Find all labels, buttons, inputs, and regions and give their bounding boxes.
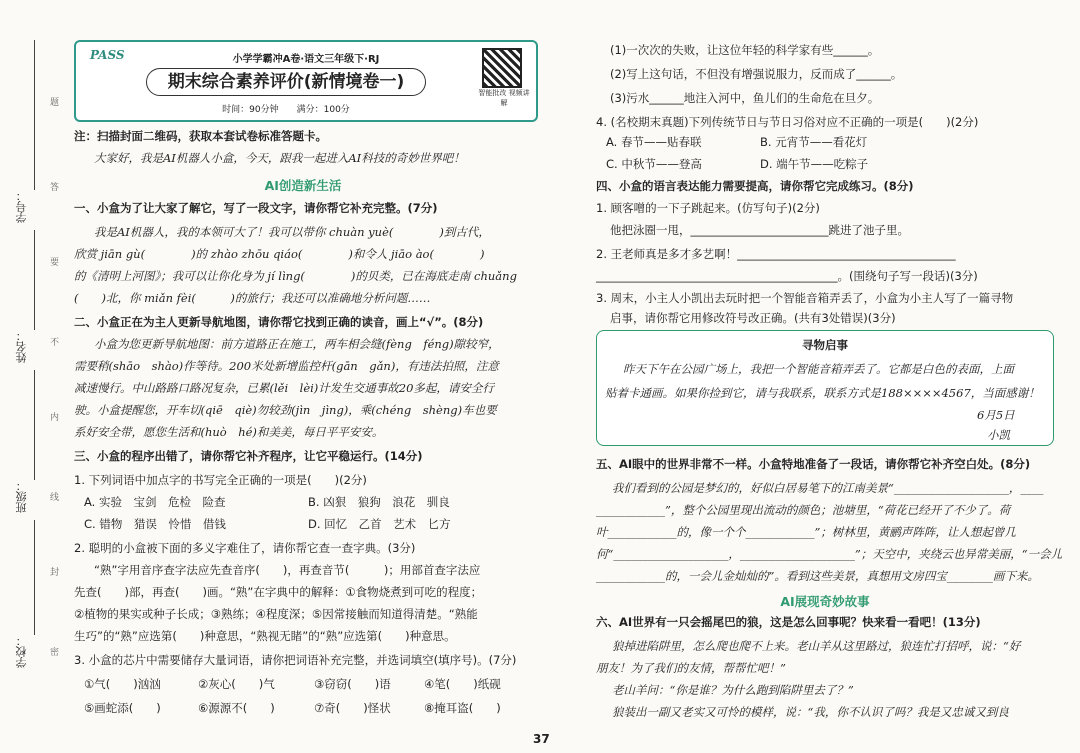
q3-2-line: ②植物的果实或种子长成；③熟练；④程度深；⑤因常接触而知道得清楚。“熟能 [74, 607, 478, 621]
cut-line-char: 题 [50, 98, 60, 108]
exam-header [74, 40, 538, 122]
q4-stem: 4. (名校期末真题)下列传统节日与节日习俗对应不正确的一项是( )(2分) [596, 115, 979, 129]
cut-line-char: 要 [50, 258, 60, 268]
fill-line: (1)一次次的失败，让这位年轻的科学家有些______。 [610, 43, 880, 57]
cut-line-char: 答 [50, 183, 60, 193]
qr-code-icon[interactable] [482, 48, 522, 88]
question-1-title: 一、小盒为了让大家了解它，写了一段文字，请你帮它补充完整。(7分) [74, 201, 438, 215]
s4-q2-fill: __________________________________________。(围绕句子写一段话)(3分) [596, 269, 978, 283]
question-2-title: 二、小盒正在为主人更新导航地图，请你帮它找到正确的读音，画上“√”。(8分) [74, 315, 484, 329]
qr-caption: 智能批改 视频讲解 [478, 89, 530, 107]
scan-note: 注：扫描封面二维码，获取本套试卷标准答题卡。 [74, 129, 327, 143]
option-b[interactable]: B. 元宵节——看花灯 [760, 135, 868, 149]
name-label: 姓名： [15, 330, 28, 363]
option-c[interactable]: C. 错物 猎误 怜惜 借钱 [84, 517, 226, 531]
option-d[interactable]: D. 端午节——吃粽子 [760, 157, 869, 171]
q1-line: 我是AI机器人，我的本领可大了！我可以带你 chuàn yuè( )到古代， [94, 225, 490, 239]
time-score: 时间：90分钟 满分：100分 [222, 105, 350, 115]
fill-line: (3)污水______地注入河中，鱼儿们的生命危在旦夕。 [610, 91, 880, 105]
question-3-title: 三、小盒的程序出错了，请你帮它补齐程序，让它平稳运行。(14分) [74, 449, 423, 463]
cut-line-char: 线 [50, 493, 60, 503]
s5-line: 叶____________的，像一个个____________”；树林里，黄鹂声阵阵，让人想起曾几 [596, 525, 1016, 539]
idiom-item: ⑤画蛇添( ) [84, 701, 161, 715]
cut-line-char: 封 [50, 568, 60, 578]
q2-line: 小盒为您更新导航地图：前方道路正在施工，两车相会缝(fèng féng)隙较窄， [94, 337, 500, 351]
cut-line-char: 不 [50, 338, 60, 348]
option-a[interactable]: A. 实验 宝剑 危检 险查 [84, 495, 226, 509]
story-line: 朋友！为了我们的友情，帮帮忙吧！” [596, 661, 786, 675]
q1-line: 的《清明上河图》；我可以让你化身为 jí lìng( )的贝类，已在海底走南 chuǎng [74, 269, 517, 283]
story-line: 狼装出一副又老实又可怜的模样，说：“我，你不认识了吗？我是又忠诚又到良 [612, 705, 1009, 719]
idiom-item: ③窃窃( )语 [314, 677, 391, 691]
notice-body: 昨天下午在公园广场上，我把一个智能音箱弄丢了。它都是白色的表面，上面 [623, 362, 1014, 376]
student-id-label: 学号： [15, 190, 28, 223]
s5-line: ____________的，一会儿金灿灿的”。看到这些美景，真想用文房四宝________画下来。 [596, 569, 1039, 583]
idiom-item: ⑧掩耳盗( ) [424, 701, 501, 715]
idiom-item: ⑦奇( )怪状 [314, 701, 391, 715]
margin-rule [34, 40, 35, 190]
binding-margin [0, 0, 60, 753]
intro-text: 大家好，我是AI机器人小盒，今天，跟我一起进入AI科技的奇妙世界吧！ [94, 151, 465, 165]
story-line: 狼掉进陷阱里，怎么爬也爬不上来。老山羊从这里路过，狼连忙打招呼，说：“好 [612, 639, 1021, 653]
q1-line: 欣赏 jiān gù( )的 zhào zhōu qiáo( )和令人 jiāo ào( ) [74, 247, 485, 261]
q3-3-stem: 3. 小盒的芯片中需要储存大量词语，请你把词语补充完整，并选词填空(填序号)。(7分) [74, 653, 517, 667]
school-label: 学校： [15, 635, 28, 668]
s5-line: ____________”，整个公园里现出流动的颜色；池塘里，“荷花已经开了不少了。荷 [596, 503, 1011, 517]
notice-signature: 小凯 [987, 428, 1010, 442]
q3-2-line: 先查( )部，再查( )画。“熟”在字典中的解释：①食物烧煮到可吃的程度； [74, 585, 483, 599]
idiom-item: ②灰心( )气 [198, 677, 275, 691]
q1-line: ( )北，你 miǎn fèi( )的旅行；我还可以准确地分析问题…… [74, 291, 431, 305]
story-line: 老山羊问：“你是谁？为什么跑到陷阱里去了？” [612, 683, 854, 697]
q2-line: 系好安全带，愿您生活和(huò hé)和美美，每日平平安安。 [74, 425, 384, 439]
idiom-item: ①气( )汹汹 [84, 677, 161, 691]
s4-q1-fill: 他把泳圈一甩，________________________跳进了池子里。 [610, 223, 909, 237]
margin-rule [34, 370, 35, 480]
option-b[interactable]: B. 凶狠 狼狗 浪花 驯良 [308, 495, 450, 509]
q3-2-line: 生巧”的“熟”应选第( )种意思，“熟视无睹”的“熟”应选第( )种意思。 [74, 629, 456, 643]
notice-body: 贴着卡通画。如果你捡到它，请与我联系，联系方式是188××××4567，当面感谢！ [605, 386, 1040, 400]
s4-q1: 1. 顾客噌的一下子跳起来。(仿写句子)(2分) [596, 201, 820, 215]
exam-title: 期末综合素养评价(新情境卷一) [146, 68, 426, 96]
s5-line: 我们看到的公园是梦幻的，好似白居易笔下的江南美景“____________________，____ [612, 481, 1044, 495]
idiom-item: ④笔( )纸砚 [424, 677, 501, 691]
q3-1-stem: 1. 下列词语中加点字的书写完全正确的一项是( )(2分) [74, 473, 367, 487]
series-title: 小学学霸冲A卷·语文三年级下·RJ [232, 54, 380, 65]
option-d[interactable]: D. 回忆 乙首 艺术 匕方 [308, 517, 451, 531]
section-5-title: 五、AI眼中的世界非常不一样。小盒特地准备了一段话，请你帮它补齐空白处。(8分) [596, 457, 1031, 471]
s4-q3: 3. 周末，小主人小凯出去玩时把一个智能音箱弄丢了，小盒为小主人写了一篇寻物 [596, 291, 1014, 305]
page-number: 37 [533, 732, 550, 746]
section-title: AI展现奇妙故事 [780, 594, 870, 609]
s4-q2: 2. 王老师真是多才多艺啊！______________________________________ [596, 247, 956, 261]
section-4-title: 四、小盒的语言表达能力需要提高，请你帮它完成练习。(8分) [596, 179, 914, 193]
margin-rule [34, 230, 35, 330]
notice-date: 6月5日 [977, 408, 1015, 422]
s4-q3-cont: 启事，请你帮它用修改符号改正确。(共有3处错误)(3分) [610, 311, 896, 325]
cut-line-char: 内 [50, 413, 60, 423]
class-label: 班级： [15, 480, 28, 513]
q2-line: 需要稍(shāo shào)作等待。200米处新增监控杆(gān gǎn)，有违法拍照，注意 [74, 359, 499, 373]
margin-rule [34, 520, 35, 635]
pass-logo: PASS [90, 48, 125, 62]
fill-line: (2)写上这句话，不但没有增强说服力，反而成了______。 [610, 67, 903, 81]
option-c[interactable]: C. 中秋节——登高 [606, 157, 702, 171]
lost-item-notice [596, 330, 1054, 446]
notice-title: 寻物启事 [802, 338, 848, 352]
idiom-item: ⑥源源不( ) [198, 701, 275, 715]
option-a[interactable]: A. 春节——贴春联 [606, 135, 702, 149]
q3-2-line: “熟”字用音序查字法应先查音序( )，再查音节( )；用部首查字法应 [94, 563, 481, 577]
cut-line-char: 密 [50, 648, 60, 658]
q2-line: 减速慢行。中山路路口路况复杂，已累(lěi lèi)计发生交通事故20多起，请安全行 [74, 381, 494, 395]
section-title: AI创造新生活 [264, 178, 342, 193]
s5-line: 何“____________________，____________________”；天空中，夹绕云也异常美丽，“一会儿 [596, 547, 1063, 561]
q2-line: 驶。小盒提醒您，开车切(qiē qiè)勿较劲(jìn jìng)，乘(chéng shèng)车也要 [74, 403, 497, 417]
q3-2-stem: 2. 聪明的小盒被下面的多义字难住了，请你帮它查一查字典。(3分) [74, 541, 416, 555]
section-6-title: 六、AI世界有一只会摇尾巴的狼，这是怎么回事呢？快来看一看吧！(13分) [596, 615, 981, 629]
